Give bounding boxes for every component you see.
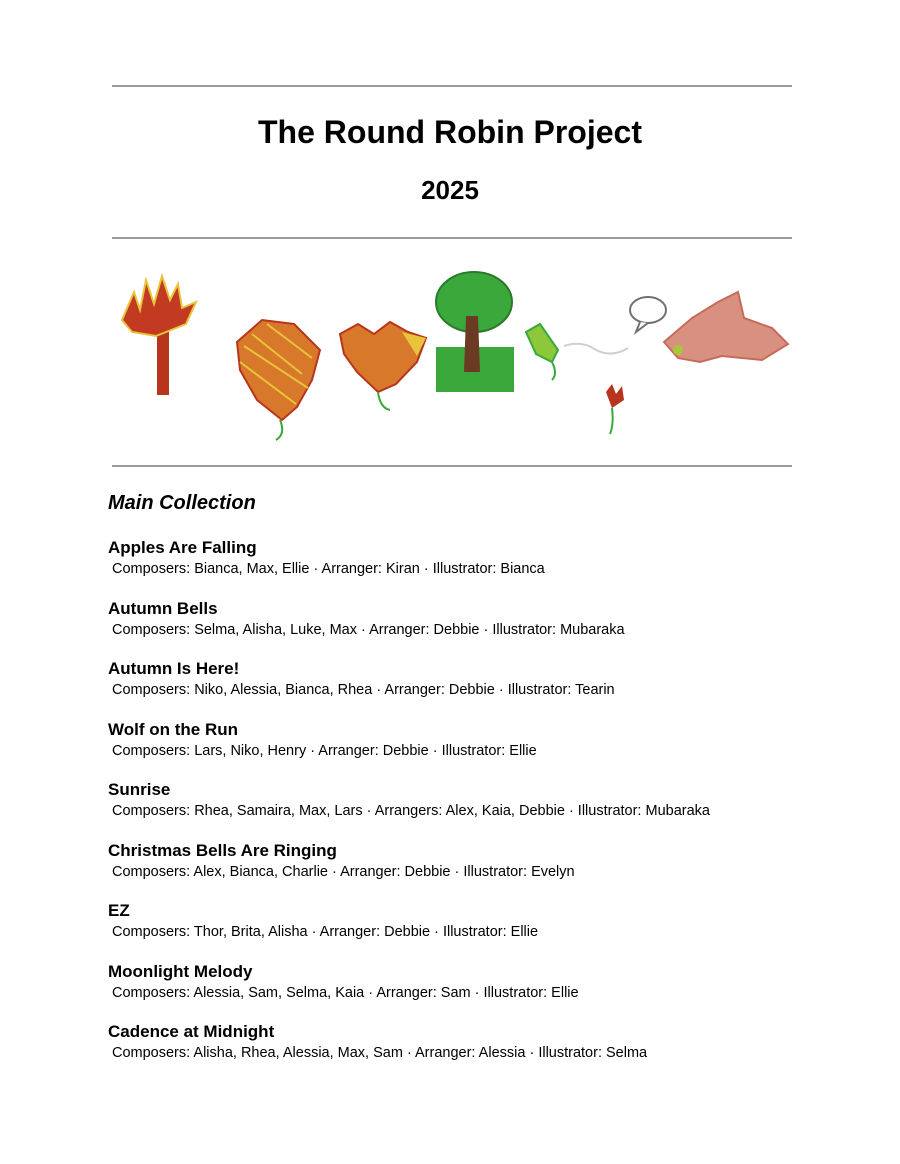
song-title: Autumn Bells	[108, 598, 218, 618]
song-title: Christmas Bells Are Ringing	[108, 840, 337, 860]
flower-petals	[606, 384, 624, 408]
green-leaf-drawing-icon	[526, 324, 558, 380]
children-drawings-banner	[112, 262, 792, 452]
bubble-outline	[630, 297, 666, 323]
small-flower-drawing-icon	[606, 384, 624, 434]
leaf-body	[340, 322, 426, 392]
song-title: Apples Are Falling	[108, 538, 257, 557]
song-entry	[108, 1021, 808, 1082]
song-entry	[108, 598, 808, 659]
song-credits: Composers: Alex, Bianca, Charlie · Arranger: Debbie · Illustrator: Evelyn	[112, 863, 575, 880]
wind-lines	[564, 344, 628, 354]
bubble-tail	[636, 322, 648, 332]
song-credits: Composers: Selma, Alisha, Luke, Max · Arranger: Debbie · Illustrator: Mubaraka	[112, 621, 625, 638]
flower-stem	[610, 408, 613, 434]
song-entry	[108, 658, 808, 719]
red-tree-drawing-icon	[122, 276, 196, 395]
document-year: 2025	[421, 175, 479, 205]
song-title: Sunrise	[108, 780, 171, 799]
song-title: Wolf on the Run	[108, 719, 238, 739]
song-title: Autumn Is Here!	[108, 659, 240, 678]
song-title: EZ	[108, 901, 130, 920]
green-tree-drawing-icon	[436, 272, 514, 392]
song-credits: Composers: Lars, Niko, Henry · Arranger: Debbie · Illustrator: Ellie	[112, 742, 537, 759]
bottom-divider	[112, 465, 792, 467]
orange-leaf-drawing-icon	[237, 320, 320, 440]
song-entry	[108, 840, 808, 901]
leaf-body	[526, 324, 558, 362]
song-entry	[108, 537, 808, 598]
top-divider	[112, 85, 792, 87]
song-entry	[108, 719, 808, 780]
song-list	[108, 537, 808, 1082]
song-title: Cadence at Midnight	[108, 1022, 275, 1041]
song-credits: Composers: Bianca, Max, Ellie · Arranger: Kiran · Illustrator: Bianca	[112, 561, 545, 577]
leaf-stem	[378, 392, 390, 410]
tree-crown	[122, 276, 196, 336]
song-title: Moonlight Melody	[108, 961, 253, 981]
leaf-stem	[276, 420, 282, 440]
section-heading: Main Collection	[108, 492, 256, 514]
song-credits: Composers: Niko, Alessia, Bianca, Rhea · Arranger: Debbie · Illustrator: Tearin	[112, 682, 615, 698]
song-credits: Composers: Alisha, Rhea, Alessia, Max, Sam · Arranger: Alessia · Illustrator: Selma	[112, 1045, 648, 1061]
song-entry	[108, 961, 808, 1022]
document-title: The Round Robin Project	[258, 114, 642, 150]
song-credits: Composers: Thor, Brita, Alisha · Arranger: Debbie · Illustrator: Ellie	[112, 924, 539, 940]
song-entry	[108, 779, 808, 840]
middle-divider	[112, 237, 792, 239]
speech-bubble-icon	[630, 297, 666, 332]
bird-drawing-icon	[664, 292, 788, 362]
song-credits: Composers: Rhea, Samaira, Max, Lars · Arrangers: Alex, Kaia, Debbie · Illustrator: Mubaraka	[112, 803, 710, 819]
song-credits: Composers: Alessia, Sam, Selma, Kaia · Arranger: Sam · Illustrator: Ellie	[112, 984, 579, 1001]
bird-beak	[673, 345, 683, 355]
leaf-stem	[552, 362, 555, 380]
autumn-leaf-drawing-icon	[340, 322, 426, 410]
song-entry	[108, 900, 808, 961]
tree-trunk	[464, 316, 480, 372]
